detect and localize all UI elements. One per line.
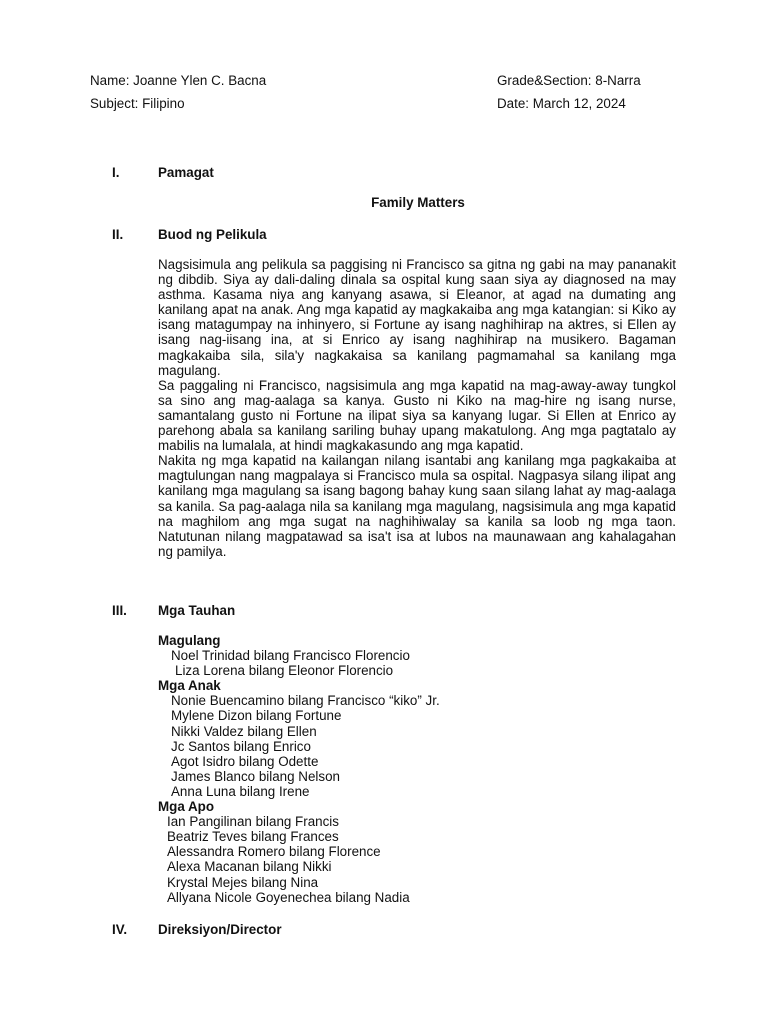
section-1-heading: Pamagat xyxy=(158,165,214,180)
date: Date: March 12, 2024 xyxy=(497,96,626,111)
section-3-heading: Mga Tauhan xyxy=(158,603,236,618)
cast-list xyxy=(158,633,578,905)
cast-member: Noel Trinidad bilang Francisco Florencio xyxy=(171,648,410,664)
student-name: Name: Joanne Ylen C. Bacna xyxy=(90,73,267,88)
cast-group-anak: Mga Anak xyxy=(158,678,221,694)
section-4-numeral: IV. xyxy=(112,922,128,937)
cast-group-magulang: Magulang xyxy=(158,633,221,648)
subject: Subject: Filipino xyxy=(90,96,185,111)
cast-member: Mylene Dizon bilang Fortune xyxy=(171,708,342,724)
cast-member: Krystal Mejes bilang Nina xyxy=(167,874,319,890)
cast-member: Alexa Macanan bilang Nikki xyxy=(167,859,332,875)
section-1-numeral: I. xyxy=(112,165,120,180)
cast-member: Nikki Valdez bilang Ellen xyxy=(171,723,317,739)
cast-member: Anna Luna bilang Irene xyxy=(171,783,310,799)
cast-member: Ian Pangilinan bilang Francis xyxy=(167,814,339,830)
grade-section: Grade&Section: 8-Narra xyxy=(497,73,641,88)
summary-paragraph: Sa paggaling ni Francisco, nagsisimula ang mga kapatid na mag-away-away tungkol sa sino ang mag-aalaga sa kanya. Gusto ni Kiko na mag-hire ng isang nurse, samantalang gusto ni Fortune na ilipat siya sa kanyang lugar. Si Ellen at Enrico ay parehong abala sa kanilang sariling buhay upang makatulong. Ang mga pagtatalo ay mabilis na lumalala, at hindi magkakasundo ang mga kapatid. xyxy=(158,377,676,454)
cast-member: Beatriz Teves bilang Frances xyxy=(167,829,339,845)
section-4-heading: Direksiyon/Director xyxy=(158,922,282,937)
section-2-heading: Buod ng Pelikula xyxy=(158,227,267,242)
cast-group-apo: Mga Apo xyxy=(158,799,215,815)
summary-paragraph: Nakita ng mga kapatid na kailangan nilang isantabi ang kanilang mga pagkakaiba at magtulungan nang magpalaya si Francisco mula sa ospital. Nagpasya silang ilipat ang kanilang mga magulang sa isang bagong bahay kung saan silang lahat ay mag-aalaga sa kanila. Sa pag-aalaga nila sa kanilang mga magulang, nagsisimula ang mga kapatid na maghilom ang mga sugat na naghihiwalay sa kanila sa loob ng mga taon. Natutunan nilang magpatawad sa isa't isa at lubos na maunawaan ang kahalagahan ng pamilya. xyxy=(158,453,676,559)
cast-member: Nonie Buencamino bilang Francisco “kiko” Jr. xyxy=(171,693,440,709)
section-3-numeral: III. xyxy=(112,603,127,618)
summary-body xyxy=(158,257,676,559)
cast-member: Allyana Nicole Goyenechea bilang Nadia xyxy=(167,889,410,905)
summary-paragraph: Nagsisimula ang pelikula sa paggising ni Francisco sa gitna ng gabi na may pananakit ng dibdib. Siya ay dali-daling dinala sa ospital kung saan siya ay diagnosed na may asthma. Kasama niya ang kanyang asawa, si Eleanor, at agad na dumating ang kanilang apat na anak. Ang mga kapatid ay magkakaiba ang mga katangian: si Kiko ay isang matagumpay na inhinyero, si Fortune ay isang naghihirap na aktres, si Ellen ay isang nag-iisang ina, at si Enrico ay isang naghihirap na musikero. Bagaman magkakaiba sila, sila'y nagkakaisa sa kanilang pagmamahal sa kanilang mga magulang. xyxy=(158,257,676,378)
cast-member: James Blanco bilang Nelson xyxy=(171,768,340,784)
cast-member: Alessandra Romero bilang Florence xyxy=(167,844,381,860)
cast-member: Agot Isidro bilang Odette xyxy=(171,753,319,769)
cast-member: Jc Santos bilang Enrico xyxy=(171,738,311,754)
cast-member: Liza Lorena bilang Eleonor Florencio xyxy=(175,663,394,679)
section-2-numeral: II. xyxy=(112,227,124,242)
film-title: Family Matters xyxy=(371,195,465,210)
